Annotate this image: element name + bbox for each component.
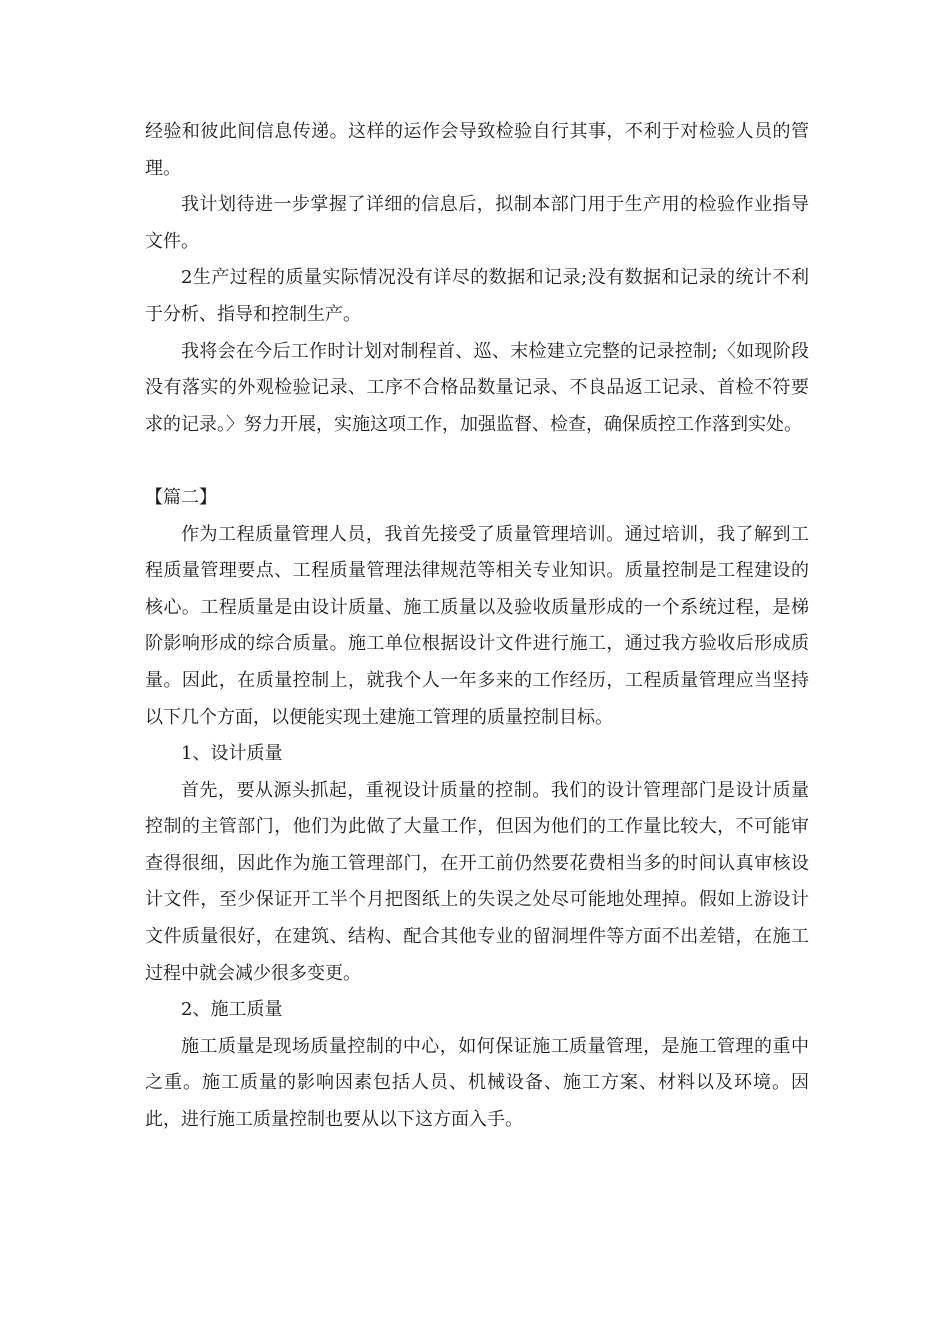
subheading-design-quality: 1、设计质量 xyxy=(181,743,283,765)
section-heading: 【篇二】 xyxy=(145,486,217,508)
paragraph-record-control: 我将会在今后工作时计划对制程首、巡、末检建立完整的记录控制;〈如现阶段没有落实的外观检验记录、工序不合格品数量记录、不良品返工记录、首检不符要求的记录。〉努力开展，实施这项工作，加强监督、检查，确保质控工作落到实处。 xyxy=(145,340,809,435)
paragraph-plan-guidance: 我计划待进一步掌握了详细的信息后，拟制本部门用于生产用的检验作业指导文件。 xyxy=(145,194,809,252)
paragraph-design-quality: 首先，要从源头抓起，重视设计质量的控制。我们的设计管理部门是设计质量控制的主管部门，他们为此做了大量工作，但因为他们的工作量比较大，不可能审查得很细，因此作为施工管理部门，在开工前仍然要花费相当多的时间认真审核设计文件，至少保证开工半个月把图纸上的失误之处尽可能地处理掉。假如上游设计文件质量很好，在建筑、结构、配合其他专业的留洞埋件等方面不出差错，在施工过程中就会减少很多变更。 xyxy=(145,779,809,984)
paragraph-continuation: 经验和彼此间信息传递。这样的运作会导致检验自行其事，不利于对检验人员的管理。 xyxy=(145,121,809,179)
paragraph-issue-2: 2生产过程的质量实际情况没有详尽的数据和记录;没有数据和记录的统计不利于分析、指导和控制生产。 xyxy=(145,267,809,325)
section-gap xyxy=(145,443,809,480)
subheading-construction-quality: 2、施工质量 xyxy=(181,999,283,1021)
document-body xyxy=(145,114,809,1139)
paragraph-intro: 作为工程质量管理人员，我首先接受了质量管理培训。通过培训，我了解到工程质量管理要点、工程质量管理法律规范等相关专业知识。质量控制是工程建设的核心。工程质量是由设计质量、施工质量以及验收质量形成的一个系统过程，是梯阶影响形成的综合质量。施工单位根据设计文件进行施工，通过我方验收后形成质量。因此，在质量控制上，就我个人一年多来的工作经历，工程质量管理应当坚持以下几个方面，以便能实现土建施工管理的质量控制目标。 xyxy=(145,523,809,728)
paragraph-construction-quality: 施工质量是现场质量控制的中心，如何保证施工质量管理，是施工管理的重中之重。施工质量的影响因素包括人员、机械设备、施工方案、材料以及环境。因此，进行施工质量控制也要从以下这方面入手。 xyxy=(145,1035,809,1131)
